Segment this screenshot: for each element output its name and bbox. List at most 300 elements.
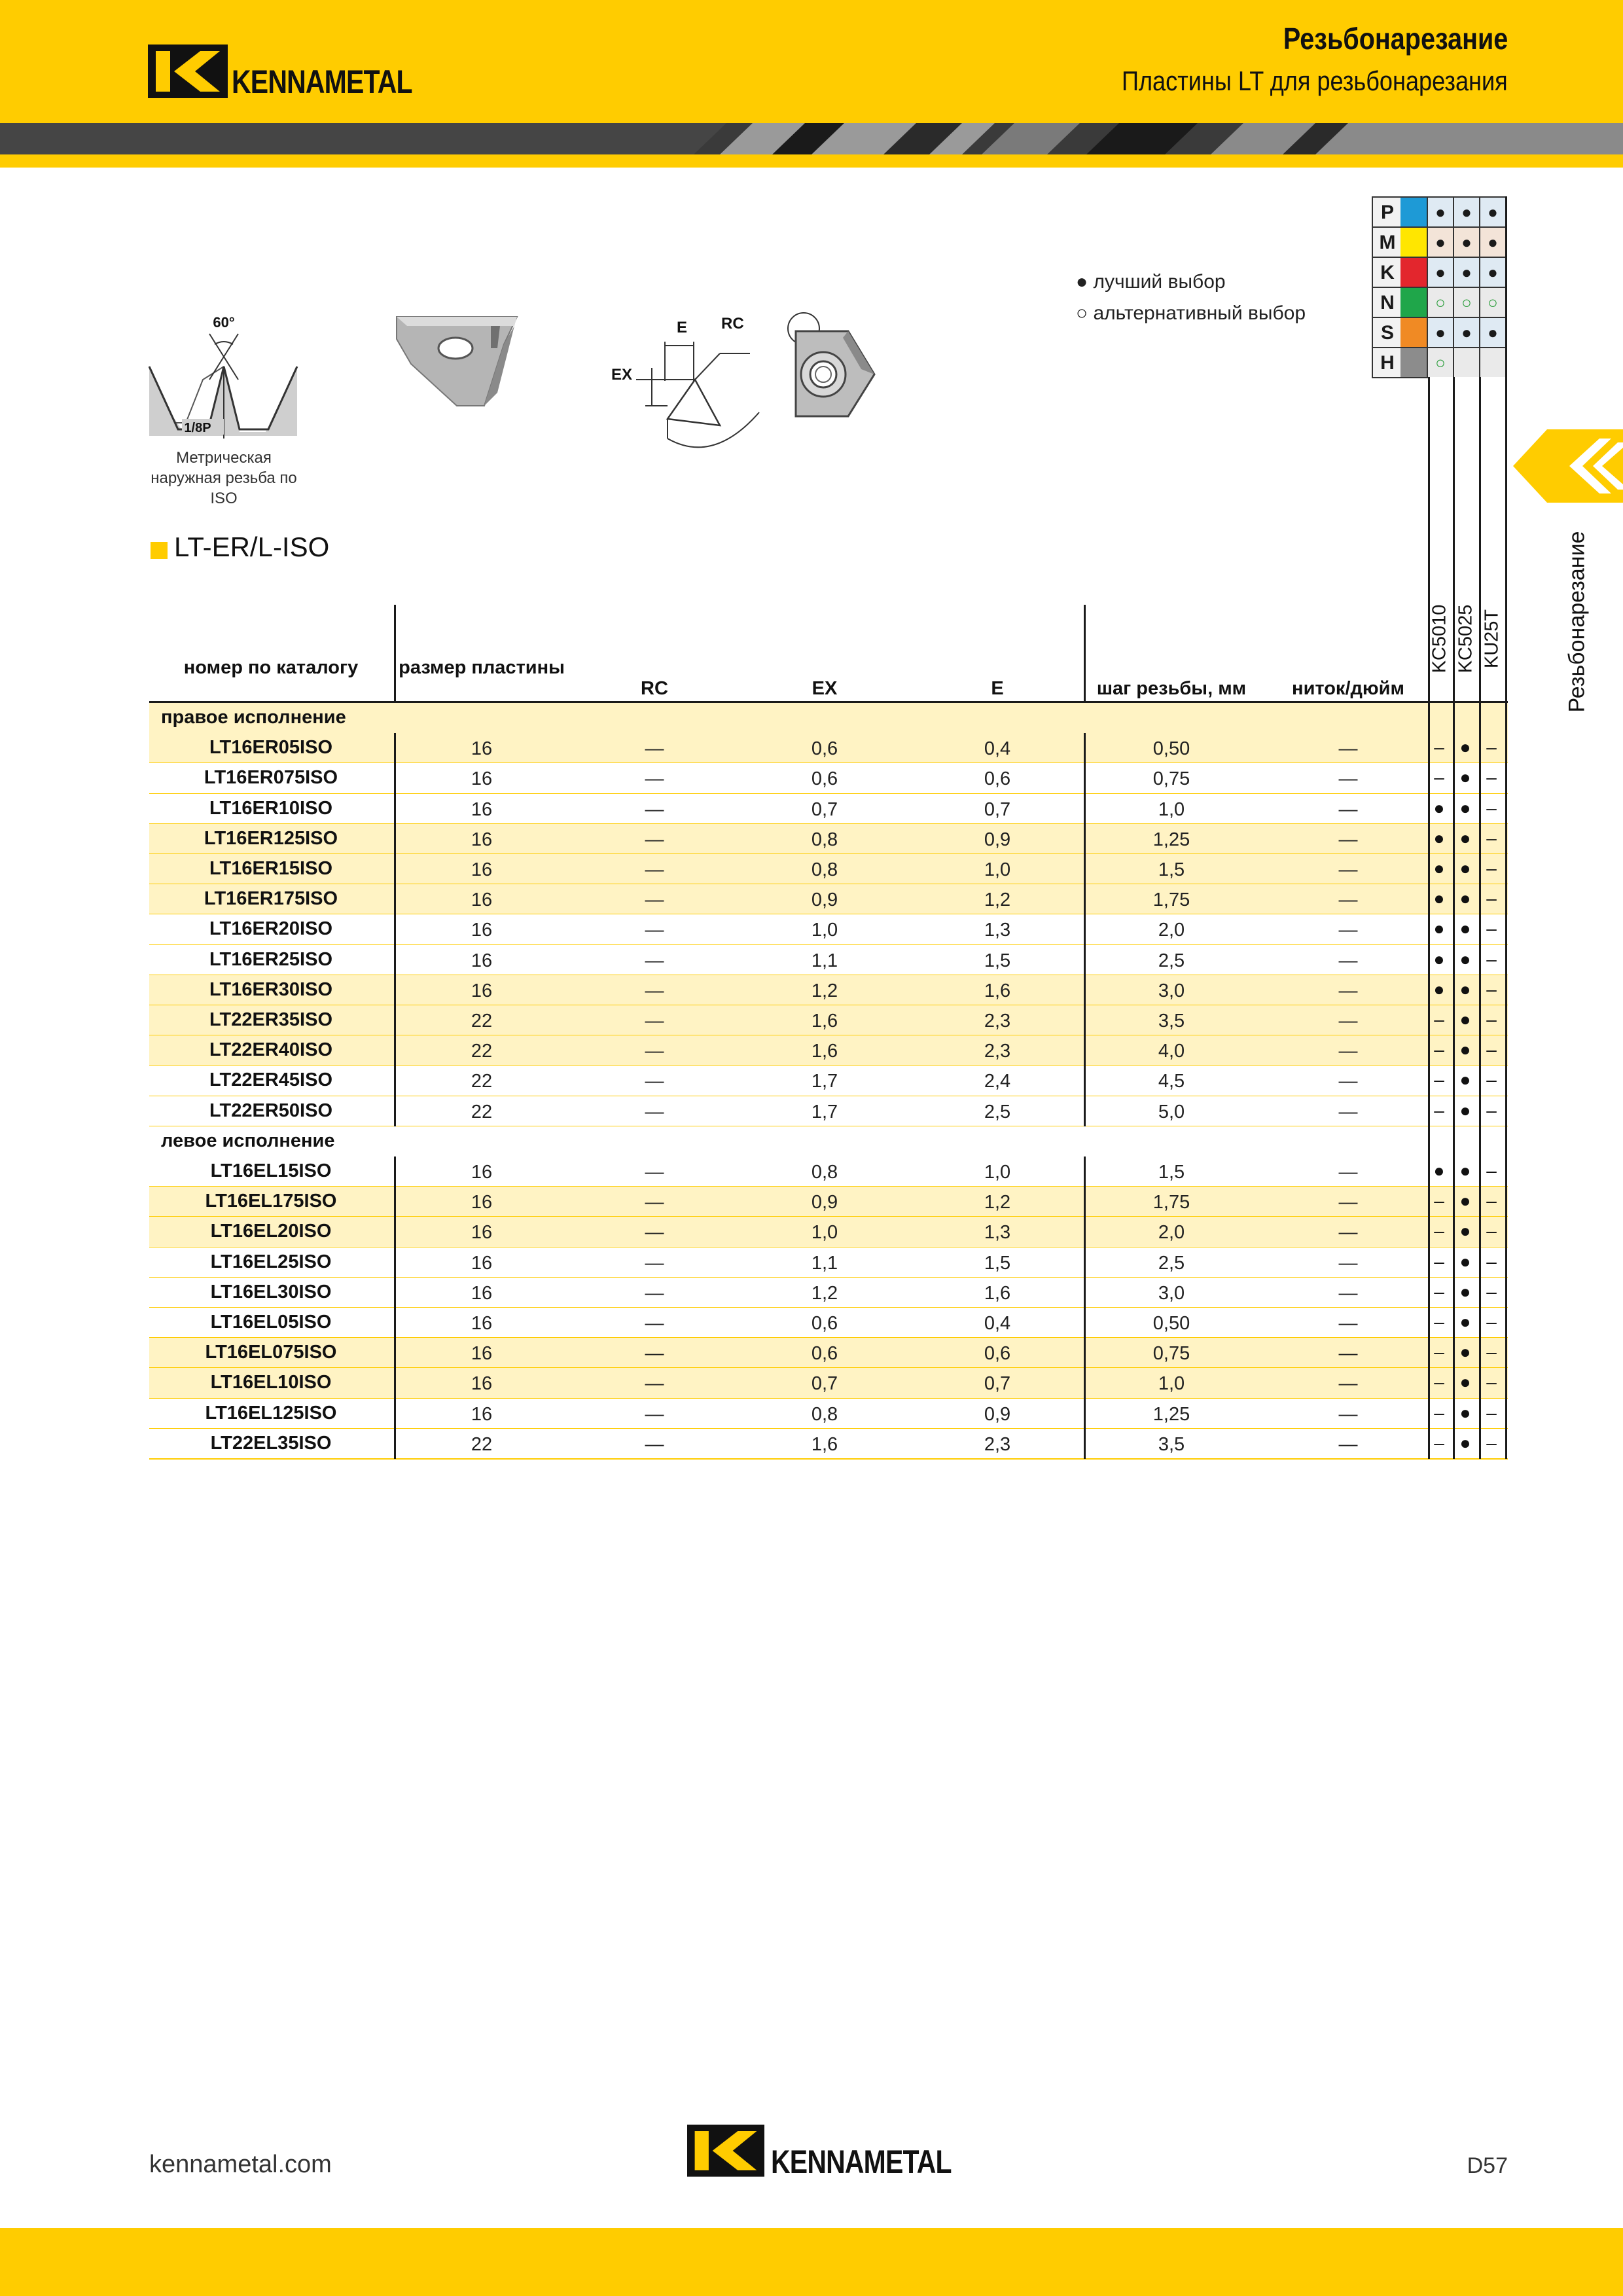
cell-pitch: 1,5 xyxy=(1158,1162,1185,1183)
section-marker xyxy=(151,542,168,559)
cell-size: 16 xyxy=(471,1403,493,1425)
cell-size: 16 xyxy=(471,1373,493,1395)
header-pitch: шаг резьбы, мм xyxy=(1096,678,1247,699)
kennametal-logo[interactable] xyxy=(148,45,423,103)
catalog-number[interactable]: LT22ER45ISO xyxy=(209,1069,333,1091)
cell-rc: — xyxy=(645,1011,664,1031)
grade-mark: – xyxy=(1486,1039,1497,1060)
ex-label: EX xyxy=(611,366,633,384)
catalog-number[interactable]: LT16EL10ISO xyxy=(210,1372,332,1393)
group-row xyxy=(149,1126,1508,1157)
cell-ex: 0,6 xyxy=(811,768,838,790)
grade-mark: ● xyxy=(1459,1372,1471,1393)
cell-ex: 1,2 xyxy=(811,1282,838,1304)
cell-tpi: — xyxy=(1338,1071,1358,1092)
grade-mark: – xyxy=(1486,1432,1497,1453)
catalog-number[interactable]: LT22EL35ISO xyxy=(210,1432,332,1454)
page-number: D57 xyxy=(1467,2153,1508,2178)
cell-pitch: 5,0 xyxy=(1158,1101,1185,1122)
cell-rc: — xyxy=(645,829,664,850)
cell-size: 16 xyxy=(471,1252,493,1274)
footer-brand-name: KENNAMETAL xyxy=(771,2144,952,2180)
catalog-number[interactable]: LT16EL075ISO xyxy=(205,1342,337,1363)
catalog-number[interactable]: LT16EL05ISO xyxy=(210,1312,332,1333)
cell-pitch: 1,75 xyxy=(1152,1192,1190,1213)
cell-pitch: 0,50 xyxy=(1152,738,1190,760)
cell-pitch: 3,0 xyxy=(1158,1282,1185,1304)
grade-col-divider xyxy=(1453,196,1455,1459)
cell-e: 2,3 xyxy=(984,1041,1011,1062)
grade-mark: – xyxy=(1434,1251,1444,1272)
material-mark: ● xyxy=(1427,317,1453,347)
material-mark: ● xyxy=(1453,257,1479,287)
catalog-number[interactable]: LT16ER20ISO xyxy=(209,918,333,940)
material-mark: ○ xyxy=(1479,287,1505,317)
cell-tpi: — xyxy=(1338,1192,1358,1213)
grade-mark: ● xyxy=(1433,918,1445,939)
grade-mark: – xyxy=(1486,978,1497,999)
grade-mark: – xyxy=(1486,1312,1497,1332)
cell-tpi: — xyxy=(1338,1343,1358,1365)
grade-mark: ● xyxy=(1433,948,1445,969)
grade-mark: ● xyxy=(1433,858,1445,878)
cell-size: 16 xyxy=(471,1313,493,1334)
cell-rc: — xyxy=(645,768,664,790)
cell-size: 16 xyxy=(471,1282,493,1304)
grade-mark: ● xyxy=(1459,1039,1471,1060)
grade-mark: ● xyxy=(1459,1342,1471,1363)
material-table-border xyxy=(1372,377,1428,378)
group-label: левое исполнение xyxy=(161,1130,335,1151)
catalog-number[interactable]: LT22ER50ISO xyxy=(209,1100,333,1121)
cell-e: 1,2 xyxy=(984,889,1011,911)
cell-rc: — xyxy=(645,1162,664,1183)
cell-tpi: — xyxy=(1338,1313,1358,1334)
cell-ex: 0,8 xyxy=(811,1403,838,1425)
material-color-h xyxy=(1400,347,1429,377)
legend-best: ● лучший выбор xyxy=(1076,271,1226,293)
catalog-number[interactable]: LT16ER30ISO xyxy=(209,978,333,1000)
material-mark: ● xyxy=(1427,196,1453,226)
catalog-number[interactable]: LT16ER25ISO xyxy=(209,948,333,970)
cell-rc: — xyxy=(645,1101,664,1122)
header-tpi: ниток/дюйм xyxy=(1292,678,1404,699)
cell-pitch: 3,0 xyxy=(1158,980,1185,1001)
cell-ex: 1,6 xyxy=(811,1011,838,1031)
side-tab-label: Резьбонарезание xyxy=(1564,531,1590,713)
cell-e: 0,6 xyxy=(984,1343,1011,1365)
col-divider-catalog xyxy=(394,1157,396,1459)
cell-e: 2,4 xyxy=(984,1071,1011,1092)
cell-rc: — xyxy=(645,920,664,941)
catalog-number[interactable]: LT16EL20ISO xyxy=(210,1221,332,1242)
catalog-number[interactable]: LT16EL125ISO xyxy=(205,1402,337,1424)
cell-tpi: — xyxy=(1338,950,1358,971)
material-mark: ● xyxy=(1479,317,1505,347)
grade-col-divider xyxy=(1479,196,1481,1459)
cell-rc: — xyxy=(645,798,664,820)
cell-rc: — xyxy=(645,1282,664,1304)
grade-mark: ● xyxy=(1459,1100,1471,1121)
grade-mark: – xyxy=(1486,948,1497,969)
cell-rc: — xyxy=(645,1403,664,1425)
cell-pitch: 0,75 xyxy=(1152,1343,1190,1365)
cell-pitch: 2,5 xyxy=(1158,950,1185,971)
e-label: E xyxy=(677,319,688,336)
cell-e: 1,0 xyxy=(984,1162,1011,1183)
thread-profile-diagram xyxy=(144,308,308,445)
cell-ex: 0,7 xyxy=(811,1373,838,1395)
header-catalog: номер по каталогу xyxy=(183,657,359,678)
col-divider-catalog xyxy=(394,605,396,703)
cell-size: 16 xyxy=(471,1192,493,1213)
cell-size: 22 xyxy=(471,1101,493,1122)
pitch-label: 1/8P xyxy=(184,421,211,435)
material-color-k xyxy=(1400,257,1429,287)
cell-rc: — xyxy=(645,1252,664,1274)
kennametal-k-icon xyxy=(148,45,228,98)
grade-mark: ● xyxy=(1459,978,1471,999)
cell-tpi: — xyxy=(1338,1222,1358,1244)
cell-ex: 0,6 xyxy=(811,1343,838,1365)
col-divider-pitch xyxy=(1084,733,1086,1126)
cell-size: 22 xyxy=(471,1433,493,1455)
insert-3d-image xyxy=(393,308,524,412)
footer-logo xyxy=(687,2125,962,2183)
table-bottom-rule xyxy=(149,1458,1508,1460)
material-letter-n: N xyxy=(1372,287,1402,317)
grade-mark: – xyxy=(1434,1039,1444,1060)
cell-e: 1,6 xyxy=(984,980,1011,1001)
cell-ex: 1,0 xyxy=(811,920,838,941)
grade-mark: – xyxy=(1434,1432,1444,1453)
grade-col-divider xyxy=(1428,196,1430,1459)
grade-mark: – xyxy=(1486,1069,1497,1090)
cell-ex: 0,9 xyxy=(811,889,838,911)
legend-alternative: ○ альтернативный выбор xyxy=(1076,302,1306,324)
grade-mark: ● xyxy=(1459,737,1471,758)
cell-rc: — xyxy=(645,859,664,880)
grade-mark: – xyxy=(1434,737,1444,758)
header-e: E xyxy=(991,678,1004,699)
grade-mark: – xyxy=(1434,1100,1444,1121)
material-mark: ● xyxy=(1479,257,1505,287)
cell-e: 1,5 xyxy=(984,1252,1011,1274)
grade-mark: – xyxy=(1486,1342,1497,1363)
material-mark: ● xyxy=(1453,226,1479,257)
angle-label: 60° xyxy=(213,314,235,331)
grade-mark: – xyxy=(1486,827,1497,848)
cell-rc: — xyxy=(645,950,664,971)
table-header-rule xyxy=(149,701,1508,703)
cell-size: 22 xyxy=(471,1011,493,1031)
cell-pitch: 1,0 xyxy=(1158,1373,1185,1395)
header-rc: RC xyxy=(641,678,668,699)
brand-name: KENNAMETAL xyxy=(232,63,412,100)
grade-mark: – xyxy=(1486,737,1497,758)
grade-mark: ● xyxy=(1459,1402,1471,1423)
grade-mark: – xyxy=(1434,1221,1444,1242)
cell-tpi: — xyxy=(1338,980,1358,1001)
cell-size: 16 xyxy=(471,1343,493,1365)
grade-mark: ● xyxy=(1459,858,1471,878)
cell-tpi: — xyxy=(1338,1252,1358,1274)
cell-tpi: — xyxy=(1338,920,1358,941)
header-stripe xyxy=(0,123,1623,154)
cell-ex: 1,7 xyxy=(811,1071,838,1092)
material-mark: ● xyxy=(1479,226,1505,257)
grade-mark: – xyxy=(1486,1251,1497,1272)
cell-ex: 0,8 xyxy=(811,859,838,880)
cell-ex: 1,1 xyxy=(811,1252,838,1274)
section-title: LT-ER/L-ISO xyxy=(174,531,330,562)
cell-tpi: — xyxy=(1338,1433,1358,1455)
grade-mark: – xyxy=(1434,767,1444,788)
grade-mark: ● xyxy=(1459,767,1471,788)
catalog-number[interactable]: LT22ER35ISO xyxy=(209,1009,333,1030)
grade-mark: – xyxy=(1486,888,1497,909)
catalog-number[interactable]: LT16EL175ISO xyxy=(205,1191,337,1212)
material-mark: ○ xyxy=(1427,347,1453,377)
grade-mark: ● xyxy=(1459,1160,1471,1181)
material-mark xyxy=(1453,347,1479,377)
grade-header-kc5010: KC5010 xyxy=(1429,604,1450,673)
grade-mark: – xyxy=(1434,1372,1444,1393)
grade-mark: – xyxy=(1486,1191,1497,1211)
cell-e: 1,3 xyxy=(984,920,1011,941)
grade-mark: – xyxy=(1486,1221,1497,1242)
cell-rc: — xyxy=(645,1433,664,1455)
rc-label: RC xyxy=(721,315,744,332)
grade-mark: ● xyxy=(1459,1432,1471,1453)
cell-e: 2,3 xyxy=(984,1433,1011,1455)
grade-mark: – xyxy=(1486,1009,1497,1030)
grade-col-divider xyxy=(1505,196,1507,1459)
page-title: Резьбонарезание xyxy=(1283,22,1508,56)
grade-mark: – xyxy=(1486,918,1497,939)
catalog-number[interactable]: LT16ER075ISO xyxy=(204,767,338,789)
grade-mark: ● xyxy=(1459,1069,1471,1090)
cell-e: 0,9 xyxy=(984,1403,1011,1425)
cell-tpi: — xyxy=(1338,768,1358,790)
kennametal-k-icon xyxy=(687,2125,764,2177)
cell-e: 1,5 xyxy=(984,950,1011,971)
grade-mark: ● xyxy=(1459,1251,1471,1272)
header-ex: EX xyxy=(812,678,838,699)
cell-e: 1,6 xyxy=(984,1282,1011,1304)
cell-e: 1,0 xyxy=(984,859,1011,880)
grade-mark: – xyxy=(1434,1191,1444,1211)
cell-tpi: — xyxy=(1338,829,1358,850)
material-letter-k: K xyxy=(1372,257,1402,287)
cell-tpi: — xyxy=(1338,738,1358,760)
cell-ex: 1,7 xyxy=(811,1101,838,1122)
col-divider-catalog xyxy=(394,733,396,1126)
cell-ex: 1,0 xyxy=(811,1222,838,1244)
material-mark: ○ xyxy=(1427,287,1453,317)
grade-mark: ● xyxy=(1433,797,1445,818)
grade-mark: ● xyxy=(1459,1312,1471,1332)
catalog-number[interactable]: LT16ER15ISO xyxy=(209,858,333,879)
grade-mark: ● xyxy=(1459,888,1471,909)
cell-ex: 0,8 xyxy=(811,1162,838,1183)
cell-size: 16 xyxy=(471,738,493,760)
cell-tpi: — xyxy=(1338,1162,1358,1183)
cell-ex: 0,6 xyxy=(811,1313,838,1334)
cell-tpi: — xyxy=(1338,1101,1358,1122)
cell-pitch: 2,0 xyxy=(1158,1222,1185,1244)
cell-size: 16 xyxy=(471,859,493,880)
footer-bar xyxy=(0,2228,1623,2296)
thread-caption: Метрическая наружная резьба по ISO xyxy=(151,449,297,507)
material-color-s xyxy=(1400,317,1429,347)
col-divider-pitch xyxy=(1084,605,1086,703)
grade-header-ku25t: KU25T xyxy=(1481,609,1503,669)
catalog-number[interactable]: LT16ER125ISO xyxy=(204,827,338,849)
cell-size: 16 xyxy=(471,829,493,850)
cell-pitch: 2,0 xyxy=(1158,920,1185,941)
grade-mark: – xyxy=(1486,858,1497,878)
cell-tpi: — xyxy=(1338,1041,1358,1062)
grade-mark: ● xyxy=(1459,918,1471,939)
cell-tpi: — xyxy=(1338,1373,1358,1395)
cell-ex: 1,6 xyxy=(811,1041,838,1062)
grade-mark: ● xyxy=(1459,827,1471,848)
material-color-m xyxy=(1400,226,1429,257)
cell-size: 16 xyxy=(471,768,493,790)
grade-mark: – xyxy=(1434,1281,1444,1302)
cell-rc: — xyxy=(645,1373,664,1395)
cell-tpi: — xyxy=(1338,798,1358,820)
insert-dimension-diagram xyxy=(602,308,772,452)
insert-top-view xyxy=(783,312,881,423)
grade-mark: – xyxy=(1486,1160,1497,1181)
material-letter-s: S xyxy=(1372,317,1402,347)
material-mark: ● xyxy=(1427,226,1453,257)
catalog-number[interactable]: LT22ER40ISO xyxy=(209,1039,333,1061)
cell-pitch: 1,25 xyxy=(1152,829,1190,850)
grade-mark: – xyxy=(1434,1342,1444,1363)
cell-rc: — xyxy=(645,1313,664,1334)
cell-pitch: 1,75 xyxy=(1152,889,1190,911)
col-divider-pitch xyxy=(1084,1157,1086,1459)
grade-mark: ● xyxy=(1459,1191,1471,1211)
cell-ex: 0,6 xyxy=(811,738,838,760)
cell-size: 22 xyxy=(471,1041,493,1062)
grade-mark: ● xyxy=(1459,948,1471,969)
cell-size: 16 xyxy=(471,920,493,941)
cell-rc: — xyxy=(645,1343,664,1365)
cell-ex: 0,7 xyxy=(811,798,838,820)
grade-header-kc5025: KC5025 xyxy=(1455,604,1476,673)
grade-mark: – xyxy=(1434,1069,1444,1090)
group-row xyxy=(149,703,1508,733)
cell-e: 0,7 xyxy=(984,1373,1011,1395)
cell-tpi: — xyxy=(1338,1011,1358,1031)
header-size: размер пластины xyxy=(399,657,565,678)
cell-tpi: — xyxy=(1338,859,1358,880)
material-letter-m: M xyxy=(1372,226,1402,257)
catalog-number[interactable]: LT16EL15ISO xyxy=(210,1160,332,1181)
cell-e: 0,6 xyxy=(984,768,1011,790)
cell-rc: — xyxy=(645,1071,664,1092)
grade-mark: ● xyxy=(1459,1009,1471,1030)
cell-e: 0,4 xyxy=(984,1313,1011,1334)
grade-mark: – xyxy=(1486,767,1497,788)
side-tab-arrow[interactable] xyxy=(1513,429,1623,503)
cell-pitch: 4,0 xyxy=(1158,1041,1185,1062)
cell-ex: 1,2 xyxy=(811,980,838,1001)
cell-rc: — xyxy=(645,889,664,911)
cell-size: 16 xyxy=(471,1222,493,1244)
cell-ex: 0,9 xyxy=(811,1192,838,1213)
cell-pitch: 3,5 xyxy=(1158,1011,1185,1031)
material-mark: ○ xyxy=(1453,287,1479,317)
cell-pitch: 0,75 xyxy=(1152,768,1190,790)
cell-pitch: 3,5 xyxy=(1158,1433,1185,1455)
grade-mark: ● xyxy=(1433,827,1445,848)
grade-mark: – xyxy=(1486,797,1497,818)
group-label: правое исполнение xyxy=(161,707,346,728)
grade-mark: – xyxy=(1434,1009,1444,1030)
material-mark: ● xyxy=(1479,196,1505,226)
catalog-number[interactable]: LT16EL25ISO xyxy=(210,1251,332,1272)
catalog-number[interactable]: LT16ER10ISO xyxy=(209,797,333,819)
cell-rc: — xyxy=(645,1041,664,1062)
material-letter-p: P xyxy=(1372,196,1402,226)
grade-mark: ● xyxy=(1433,888,1445,909)
cell-e: 0,9 xyxy=(984,829,1011,850)
cell-pitch: 4,5 xyxy=(1158,1071,1185,1092)
cell-pitch: 0,50 xyxy=(1152,1313,1190,1334)
grade-mark: – xyxy=(1486,1100,1497,1121)
cell-tpi: — xyxy=(1338,889,1358,911)
cell-size: 16 xyxy=(471,889,493,911)
cell-size: 16 xyxy=(471,980,493,1001)
cell-rc: — xyxy=(645,1192,664,1213)
grade-mark: ● xyxy=(1433,978,1445,999)
catalog-number[interactable]: LT16EL30ISO xyxy=(210,1281,332,1302)
cell-rc: — xyxy=(645,980,664,1001)
grade-mark: ● xyxy=(1459,1221,1471,1242)
page-subtitle: Пластины LT для резьбонарезания xyxy=(1122,65,1508,96)
cell-e: 0,7 xyxy=(984,798,1011,820)
material-color-p xyxy=(1400,196,1429,226)
catalog-number[interactable]: LT16ER175ISO xyxy=(204,888,338,910)
grade-mark: ● xyxy=(1459,1281,1471,1302)
cell-tpi: — xyxy=(1338,1282,1358,1304)
grade-mark: ● xyxy=(1433,1160,1445,1181)
cell-e: 2,5 xyxy=(984,1101,1011,1122)
cell-size: 16 xyxy=(471,798,493,820)
material-mark: ● xyxy=(1453,317,1479,347)
grade-mark: – xyxy=(1486,1281,1497,1302)
cell-tpi: — xyxy=(1338,1403,1358,1425)
cell-rc: — xyxy=(645,738,664,760)
catalog-number[interactable]: LT16ER05ISO xyxy=(209,737,333,759)
material-color-n xyxy=(1400,287,1429,317)
cell-pitch: 1,0 xyxy=(1158,798,1185,820)
cell-ex: 0,8 xyxy=(811,829,838,850)
cell-size: 16 xyxy=(471,1162,493,1183)
cell-e: 0,4 xyxy=(984,738,1011,760)
material-letter-h: H xyxy=(1372,347,1402,377)
grade-mark: – xyxy=(1486,1402,1497,1423)
cell-ex: 1,1 xyxy=(811,950,838,971)
footer-url[interactable]: kennametal.com xyxy=(149,2151,332,2178)
grade-mark: ● xyxy=(1459,797,1471,818)
material-mark: ● xyxy=(1453,196,1479,226)
